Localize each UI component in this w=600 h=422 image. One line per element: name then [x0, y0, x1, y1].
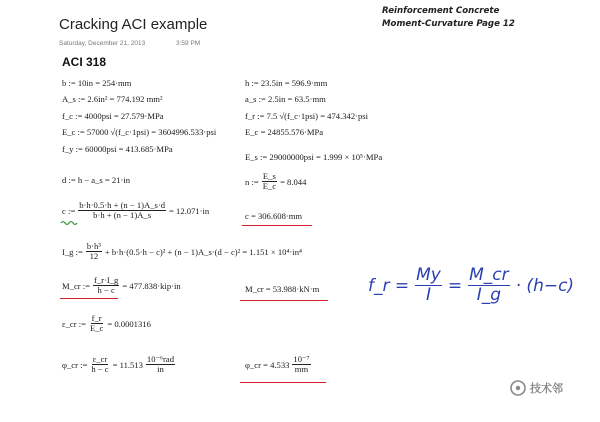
- eq-phi-right-lhs: φ_cr = 4.533: [245, 359, 290, 370]
- hw-fraction-2: [468, 266, 510, 305]
- red-underline-mcr-right: [240, 300, 328, 301]
- eq-b: b := 10in = 254·mm: [62, 78, 132, 88]
- red-underline-mcr-left: [60, 298, 118, 299]
- green-underline-mark: [60, 220, 80, 226]
- eq-phi-right-unit-den: mm: [294, 364, 309, 374]
- eq-Ec-mpa: E_c = 24855.576·MPa: [245, 127, 324, 137]
- eq-n-lhs: n :=: [245, 176, 259, 187]
- header-line-1: Reinforcement Concrete: [382, 6, 500, 16]
- eq-ecr-numerator: f_r: [91, 313, 102, 323]
- eq-fr: f_r := 7.5 √(f_c·1psi) = 474.342·psi: [245, 111, 369, 121]
- eq-As: A_s := 2.6in² = 774.192 mm²: [62, 94, 163, 104]
- eq-as: a_s := 2.5in = 63.5·mm: [245, 94, 326, 104]
- eq-c: [62, 201, 209, 220]
- eq-n-numerator: E_s: [262, 171, 276, 181]
- hw-fraction-1-num: My: [416, 265, 441, 285]
- eq-Mcr-denominator: h − c: [97, 285, 115, 295]
- red-underline-c: [242, 225, 312, 226]
- eq-c-numerator: b·h·0.5·h + (n − 1)A_s·d: [79, 200, 166, 210]
- eq-c-fraction: [78, 201, 166, 220]
- eq-n: [245, 172, 306, 191]
- hw-fraction-1-den: I: [425, 285, 431, 305]
- eq-phi-unit: [146, 355, 175, 374]
- note-time: 3:59 PM: [176, 40, 201, 47]
- eq-phi-right-unit-num: 10⁻⁷: [293, 354, 310, 364]
- eq-Mcr-numerator: f_r·I_g: [94, 275, 119, 285]
- hw-fraction-2-den: I_g: [476, 285, 502, 305]
- eq-ecr-fraction: [89, 314, 104, 333]
- watermark-text: 技术邻: [530, 382, 563, 395]
- eq-ecr: [62, 314, 151, 333]
- eq-Ig-lhs: I_g :=: [62, 246, 83, 257]
- eq-phi-right: [245, 355, 311, 374]
- eq-phi-unit-den: in: [157, 364, 164, 374]
- eq-Ig-fraction: [86, 242, 102, 261]
- section-heading: ACI 318: [62, 55, 107, 69]
- eq-Ec: E_c := 57000 √(f_c·1psi) = 3604996.533·psi: [62, 127, 217, 137]
- eq-c-lhs: c :=: [62, 205, 76, 216]
- eq-Ig: [62, 242, 302, 261]
- eq-c-result: = 12.071·in: [169, 205, 210, 216]
- eq-ecr-denominator: E_c: [89, 323, 104, 333]
- eq-h: h := 23.5in = 596.9·mm: [245, 78, 328, 88]
- hw-lhs: f_r =: [368, 275, 410, 296]
- note-title: Cracking ACI example: [59, 16, 208, 33]
- eq-Ig-denominator: 12: [89, 251, 99, 261]
- hw-tail: · (h−c): [515, 275, 575, 296]
- eq-fy: f_y := 60000psi = 413.685·MPa: [62, 144, 173, 154]
- eq-c-denominator: b·h + (n − 1)A_s: [93, 210, 152, 220]
- hw-fraction-2-num: M_cr: [469, 265, 509, 285]
- eq-phi-unit-num: 10⁻⁶rad: [146, 354, 175, 364]
- eq-n-result: = 8.044: [280, 176, 307, 187]
- eq-ecr-result: = 0.0001316: [107, 318, 151, 329]
- eq-Mcr-lhs: M_cr :=: [62, 280, 90, 291]
- eq-Ig-rest: + b·h·(0.5·h − c)² + (n − 1)A_s·(d − c)² = 1.151 × 10⁴·in⁴: [104, 246, 302, 257]
- eq-n-fraction: [262, 172, 277, 191]
- watermark: [510, 380, 563, 396]
- eq-phi-denominator: h − c: [91, 364, 109, 374]
- red-underline-phi: [240, 382, 326, 383]
- hw-equals: =: [447, 275, 463, 296]
- header-line-2: Moment-Curvature Page 12: [382, 19, 515, 29]
- eq-phi-numerator: ε_cr: [92, 354, 108, 364]
- eq-phi-right-unit: [292, 355, 310, 374]
- eq-Mcr: [62, 276, 181, 295]
- eq-fc: f_c := 4000psi = 27.579·MPa: [62, 111, 164, 121]
- eq-phi-fraction: [90, 355, 109, 374]
- note-date: Saturday, December 21, 2013: [59, 40, 146, 47]
- eq-phi-result: = 11.513: [112, 359, 143, 370]
- eq-Mcr-knm: M_cr = 53.988·kN·m: [245, 284, 320, 294]
- eq-n-denominator: E_c: [262, 181, 277, 191]
- eq-ecr-lhs: ε_cr :=: [62, 318, 86, 329]
- eq-Mcr-fraction: [93, 276, 119, 295]
- eq-c-mm: c = 306.608·mm: [245, 211, 303, 221]
- eq-d: d := h − a_s = 21·in: [62, 175, 131, 185]
- hw-fraction-1: [415, 266, 442, 305]
- eq-Ig-numerator: b·h³: [86, 241, 101, 251]
- handwritten-formula: [368, 266, 574, 305]
- eq-Mcr-result: = 477.838·kip·in: [122, 280, 181, 291]
- eq-phi: [62, 355, 175, 374]
- eq-phi-lhs: φ_cr :=: [62, 359, 88, 370]
- eq-Es: E_s := 29000000psi = 1.999 × 10⁵·MPa: [245, 152, 383, 162]
- watermark-logo-icon: [510, 380, 526, 396]
